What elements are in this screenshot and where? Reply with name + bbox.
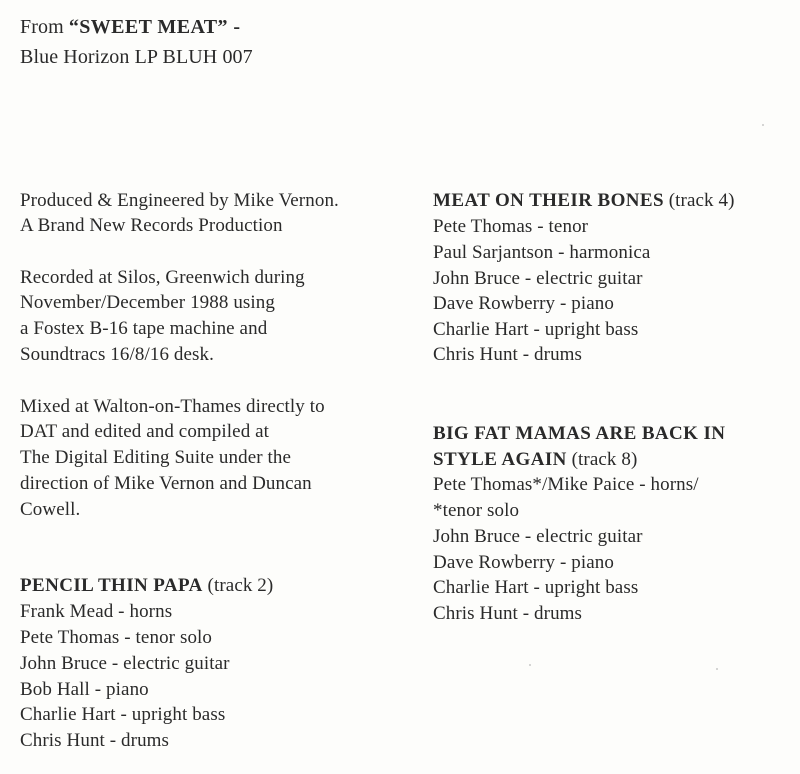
mixing-line: Mixed at Walton-on-Thames directly to <box>20 396 325 417</box>
credit-line: A Brand New Records Production <box>20 215 283 236</box>
album-title-line <box>20 14 240 40</box>
track-number: (track 4) <box>663 190 735 211</box>
personnel-line: Charlie Hart - upright bass <box>433 577 639 598</box>
track-number: (track 2) <box>202 575 274 596</box>
personnel-line: Pete Thomas - tenor <box>433 216 589 237</box>
track-heading <box>433 188 735 214</box>
track-title: MEAT ON THEIR BONES <box>433 190 664 211</box>
from-prefix: From <box>20 16 69 38</box>
mixing-line: The Digital Editing Suite under the <box>20 447 292 468</box>
personnel-line: Pete Thomas - tenor solo <box>20 627 213 648</box>
mixing-line: Cowell. <box>20 499 81 520</box>
mixing-line: DAT and edited and compiled at <box>20 421 270 442</box>
scan-speck <box>529 664 531 666</box>
personnel-line: John Bruce - electric guitar <box>433 526 643 547</box>
mixing-line: direction of Mike Vernon and Duncan <box>20 473 312 494</box>
track-title: BIG FAT MAMAS ARE BACK IN <box>433 423 726 444</box>
record-label-line: Blue Horizon LP BLUH 007 <box>20 46 253 68</box>
album-title: “SWEET MEAT” <box>68 16 228 38</box>
recording-line: November/December 1988 using <box>20 292 276 313</box>
personnel-line: Dave Rowberry - piano <box>433 293 614 314</box>
recording-line: Soundtracs 16/8/16 desk. <box>20 344 214 365</box>
personnel-line: Frank Mead - horns <box>20 601 173 622</box>
recording-line: a Fostex B-16 tape machine and <box>20 318 268 339</box>
personnel-line: Charlie Hart - upright bass <box>20 704 226 725</box>
personnel-line: Chris Hunt - drums <box>433 344 583 365</box>
track-heading <box>20 573 273 599</box>
personnel-line: Bob Hall - piano <box>20 679 149 700</box>
personnel-line: John Bruce - electric guitar <box>433 268 643 289</box>
personnel-line: John Bruce - electric guitar <box>20 653 230 674</box>
track-heading <box>433 447 637 473</box>
credit-line: Produced & Engineered by Mike Vernon. <box>20 190 339 211</box>
personnel-line: Dave Rowberry - piano <box>433 552 614 573</box>
personnel-line: Chris Hunt - drums <box>20 730 170 751</box>
track-title-continued: STYLE AGAIN <box>433 449 567 470</box>
personnel-line: Charlie Hart - upright bass <box>433 319 639 340</box>
track-number: (track 8) <box>566 449 638 470</box>
track-title: PENCIL THIN PAPA <box>20 575 203 596</box>
personnel-line: *tenor solo <box>433 500 520 521</box>
personnel-line: Chris Hunt - drums <box>433 603 583 624</box>
title-dash: - <box>227 16 241 38</box>
recording-line: Recorded at Silos, Greenwich during <box>20 267 305 288</box>
scan-speck <box>762 124 764 126</box>
personnel-line: Paul Sarjantson - harmonica <box>433 242 651 263</box>
personnel-line: Pete Thomas*/Mike Paice - horns/ <box>433 474 699 495</box>
scan-speck <box>716 668 718 670</box>
